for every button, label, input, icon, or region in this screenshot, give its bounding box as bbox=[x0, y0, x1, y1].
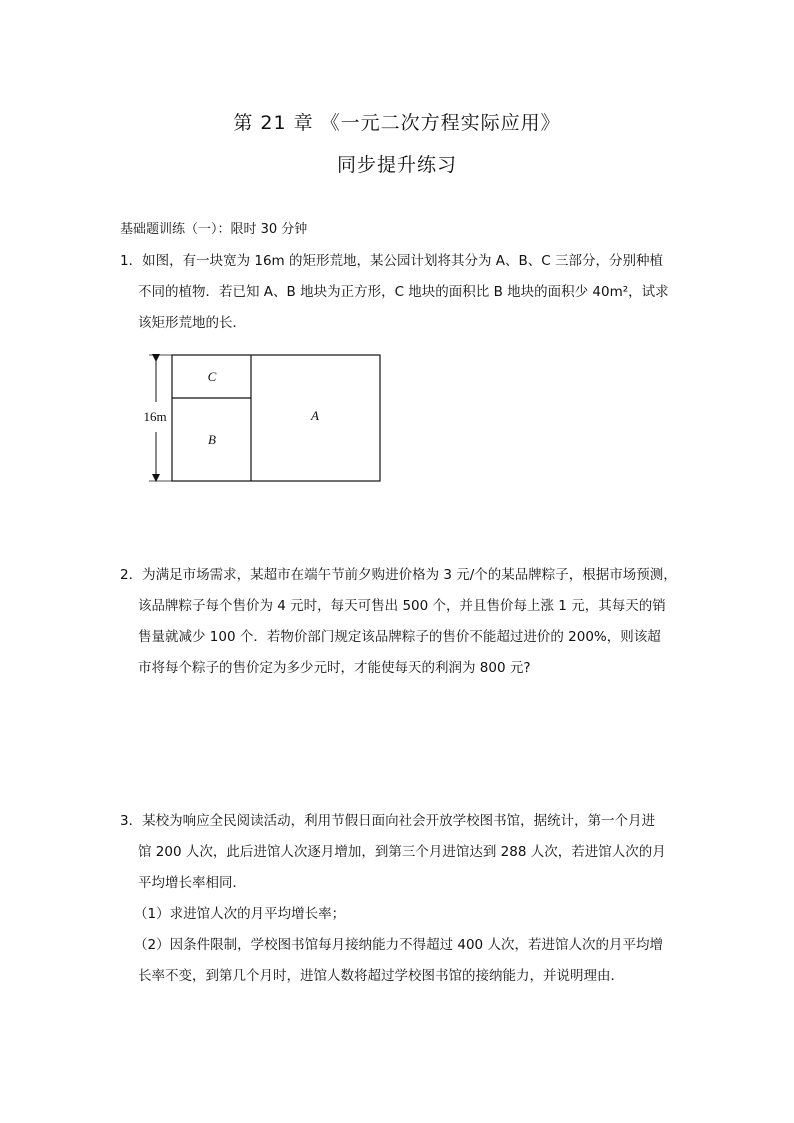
rectangle-land-figure bbox=[135, 350, 385, 485]
question-2 bbox=[120, 560, 680, 684]
question-3 bbox=[120, 806, 680, 992]
region-c-label: C bbox=[207, 369, 217, 384]
question-1-line-3: 该矩形荒地的长． bbox=[138, 315, 246, 331]
question-2-line-2: 该品牌粽子每个售价为 4 元时，每天可售出 500 个，并且售价每上涨 1 元，其每天的销 bbox=[138, 598, 666, 614]
question-1 bbox=[120, 246, 680, 339]
question-1-line-1: 1．如图，有一块宽为 16m 的矩形荒地，某公园计划将其分为 A、B、C 三部分，分别种植 bbox=[120, 253, 664, 269]
region-a-label: A bbox=[311, 408, 319, 423]
question-3-line-3: 平均增长率相同． bbox=[138, 875, 246, 891]
question-3-part-2-line-2: 长率不变，到第几个月时，进馆人数将超过学校图书馆的接纳能力，并说明理由． bbox=[138, 968, 624, 984]
question-1-line-2: 不同的植物．若已知 A、B 地块为正方形，C 地块的面积比 B 地块的面积少 40m²，试求 bbox=[138, 284, 669, 300]
page-subtitle: 同步提升练习 bbox=[336, 154, 457, 176]
question-3-line-1: 3．某校为响应全民阅读活动，利用节假日面向社会开放学校图书馆，据统计，第一个月进 bbox=[120, 813, 656, 829]
region-b-label: B bbox=[208, 432, 216, 447]
question-3-part-1: （1）求进馆人次的月平均增长率； bbox=[134, 906, 346, 922]
question-2-line-4: 市将每个粽子的售价定为多少元时，才能使每天的利润为 800 元? bbox=[138, 660, 531, 676]
question-2-line-3: 售量就减少 100 个．若物价部门规定该品牌粽子的售价不能超过进价的 200%，则该超 bbox=[138, 629, 661, 645]
question-2-line-1: 2．为满足市场需求，某超市在端午节前夕购进价格为 3 元/个的某品牌粽子，根据市场预测， bbox=[120, 567, 677, 583]
section-label: 基础题训练（一）：限时 30 分钟 bbox=[120, 222, 308, 237]
question-3-line-2: 馆 200 人次，此后进馆人次逐月增加，到第三个月进馆达到 288 人次，若进馆人次的月 bbox=[138, 844, 666, 860]
page-title: 第 21 章 《一元二次方程实际应用》 bbox=[233, 112, 561, 134]
outer-rectangle bbox=[172, 355, 380, 481]
question-3-part-2-line-1: （2）因条件限制，学校图书馆每月接纳能力不得超过 400 人次，若进馆人次的月平均增 bbox=[134, 937, 663, 953]
width-label: 16m bbox=[143, 409, 167, 424]
